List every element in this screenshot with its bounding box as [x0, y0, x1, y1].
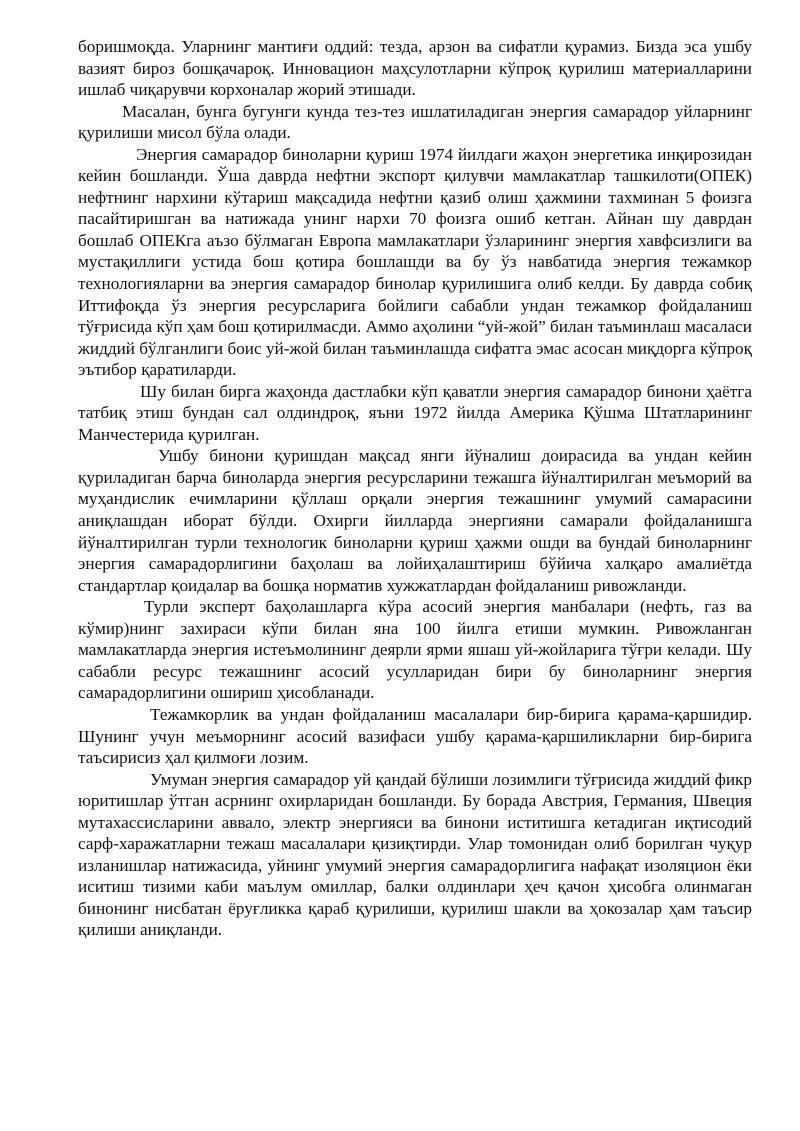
paragraph-3: Энергия самарадор биноларни қуриш 1974 йилдаги жаҳон энергетика инқирозидан кейин бошланди. Ўша даврда нефтни экспорт қилувчи мамлакатлар ташкилоти(ОПЕК) нефтнинг нархини кўтариш мақсадида нефтни қазиб олиш ҳажмини тахминан 5 фоизга пасайтиришган ва натижада унинг нархи 70 фоизга ошиб кетган. Айнан шу даврдан бошлаб ОПЕКга аъзо бўлмаган Европа мамлакатлари ўзларининг энергия хавфсизлиги ва мустақиллиги устида бош қотира бошлашди ва бу ўз навбатида энергия тежамкор технологияларни ва энергия самарадор бинолар қурилишига олиб келди. Бу даврда собиқ Иттифоқда ўз энергия ресурсларига бойлиги сабабли ундан тежамкор фойдаланиш тўғрисида кўп ҳам бош қотирилмасди. Аммо аҳолини “уй-жой” билан таъминлаш масаласи жиддий бўлганлиги боис уй-жой билан таъминлашда сифатга эмас асосан миқдорга кўпроқ эътибор қаратиларди.: [78, 144, 752, 380]
paragraph-6: Турли эксперт баҳолашларга кўра асосий энергия манбалари (нефть, газ ва кўмир)нинг захираси кўпи билан яна 100 йилга етиши мумкин. Ривожланган мамлакатларда энергия истеъмолининг деярли ярми яшаш уй-жойларига тўғри келади. Шу сабабли ресурс тежашнинг асосий усулларидан бири бу биноларнинг энергия самарадорлигини ошириш ҳисобланади.: [78, 597, 752, 703]
paragraph-8: Умуман энергия самарадор уй қандай бўлиши лозимлиги тўғрисида жиддий фикр юритишлар ўтган асрнинг охирларидан бошланди. Бу борада Австрия, Германия, Швеция мутахассисларини аввало, электр энергияси ва бинони иститишга кетадиган иқтисодий сарф-харажатларни тежаш масалалари қизиқтирди. Улар томонидан олиб борилган чуқур изланишлар натижасида, уйнинг умумий энергия самарадорлигига нафақат изоляцион ёки иситиш тизими каби маълум омиллар, балки олдинлари ҳеч қачон ҳисобга олинмаган бинонинг нисбатан ёруғликка қараб қурилиши, қурилиш шакли ва ҳокозалар ҳам таъсир қилиши аниқланди.: [78, 769, 752, 940]
paragraph-5: Ушбу бинони қуришдан мақсад янги йўналиш доирасида ва ундан кейин қуриладиган барча биноларда энергия ресурсларини тежашга йўналтирилган меъморий ва муҳандислик ечимларини қўллаш орқали энергия тежашнинг умумий самарасини аниқлашдан иборат бўлди. Охирги йилларда энергияни самарали фойдаланишга йўналтирилган турли технологик биноларни қуриш ҳажми ошди ва бундай биноларнинг энергия самарадорлигини баҳолаш ва лойиҳалаштириш бўйича халқаро амалиётда стандартлар қоидалар ва бошқа норматив хужжатлардан фойдаланиш ривожланди.: [78, 446, 752, 595]
paragraph-4: Шу билан бирга жаҳонда дастлабки кўп қаватли энергия самарадор бинони ҳаётга татбиқ этиш бундан сал олдиндроқ, яъни 1972 йилда Америка Қўшма Штатларининг Манчестерида қурилган.: [78, 381, 752, 444]
document-page: [78, 36, 752, 941]
paragraph-2: Масалан, бунга бугунги кунда тез-тез ишлатиладиган энергия самарадор уйларнинг қурилиши мисол бўла олади.: [78, 101, 752, 143]
paragraph-1: боришмоқда. Уларнинг мантиғи оддий: тезда, арзон ва сифатли қурамиз. Бизда эса ушбу вазият бироз бошқачароқ. Инновацион маҳсулотларни кўпроқ қурилиш материалларини ишлаб чиқарувчи корхоналар жорий этишади.: [78, 37, 752, 100]
paragraph-7: Тежамкорлик ва ундан фойдаланиш масалалари бир-бирига қарама-қаршидир. Шунинг учун меъморнинг асосий вазифаси ушбу қарама-қаршиликларни бир-бирига таъсирисиз ҳал қилмоғи лозим.: [78, 704, 752, 768]
